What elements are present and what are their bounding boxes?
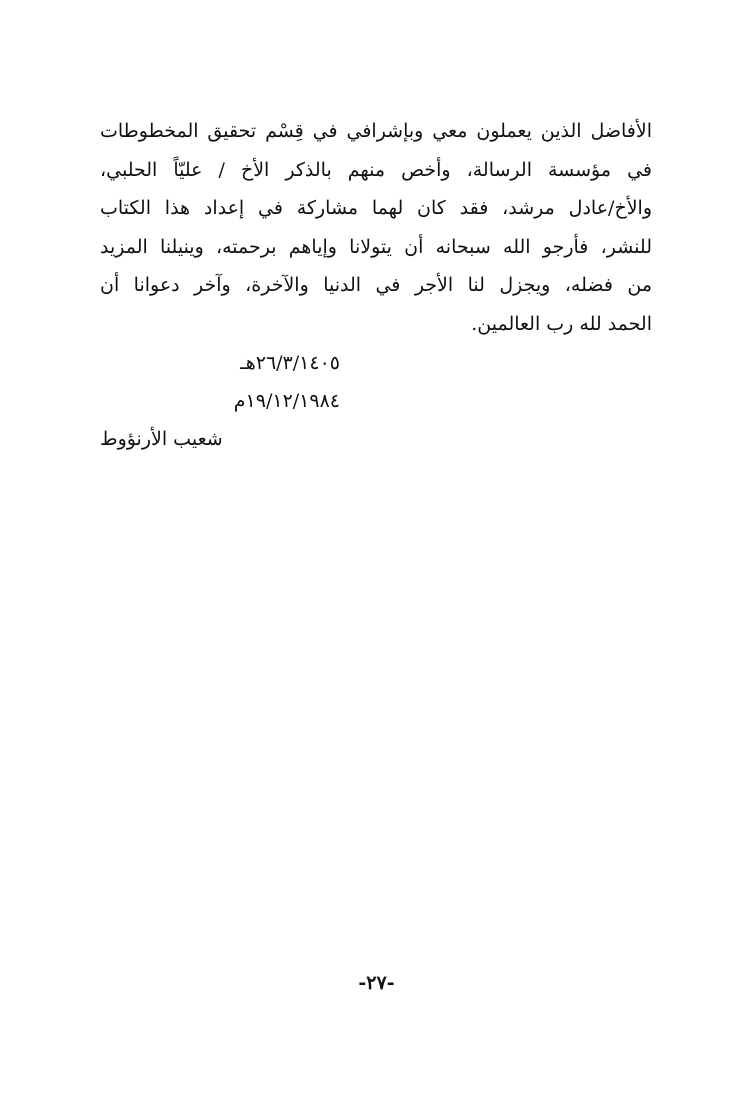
- paragraph-line: في مؤسسة الرسالة، وأخص منهم بالذكر الأخ / عليّاً الحلبي،: [100, 158, 652, 181]
- gregorian-date: ١٩/١٢/١٩٨٤م: [233, 390, 340, 412]
- paragraph-line: الحمد لله رب العالمين.: [471, 312, 652, 335]
- author-name: شعيب الأرنؤوط: [100, 428, 223, 450]
- paragraph-line: للنشر، فأرجو الله سبحانه أن يتولانا وإياهم برحمته، وينيلنا المزيد: [100, 235, 652, 258]
- paragraph-line: والأخ/عادل مرشد، فقد كان لهما مشاركة في إعداد هذا الكتاب: [100, 197, 652, 220]
- hijri-date: ٢٦/٣/١٤٠٥هـ: [240, 352, 340, 374]
- page-number: -٢٧-: [358, 972, 395, 994]
- signature-block: [100, 344, 340, 458]
- paragraph-line: الأفاضل الذين يعملون معي وبإشرافي في قِسْم تحقيق المخطوطات: [100, 120, 652, 142]
- closing-paragraph: [100, 112, 652, 344]
- paragraph-line: من فضله، ويجزل لنا الأجر في الدنيا والآخرة، وآخر دعوانا أن: [100, 274, 652, 297]
